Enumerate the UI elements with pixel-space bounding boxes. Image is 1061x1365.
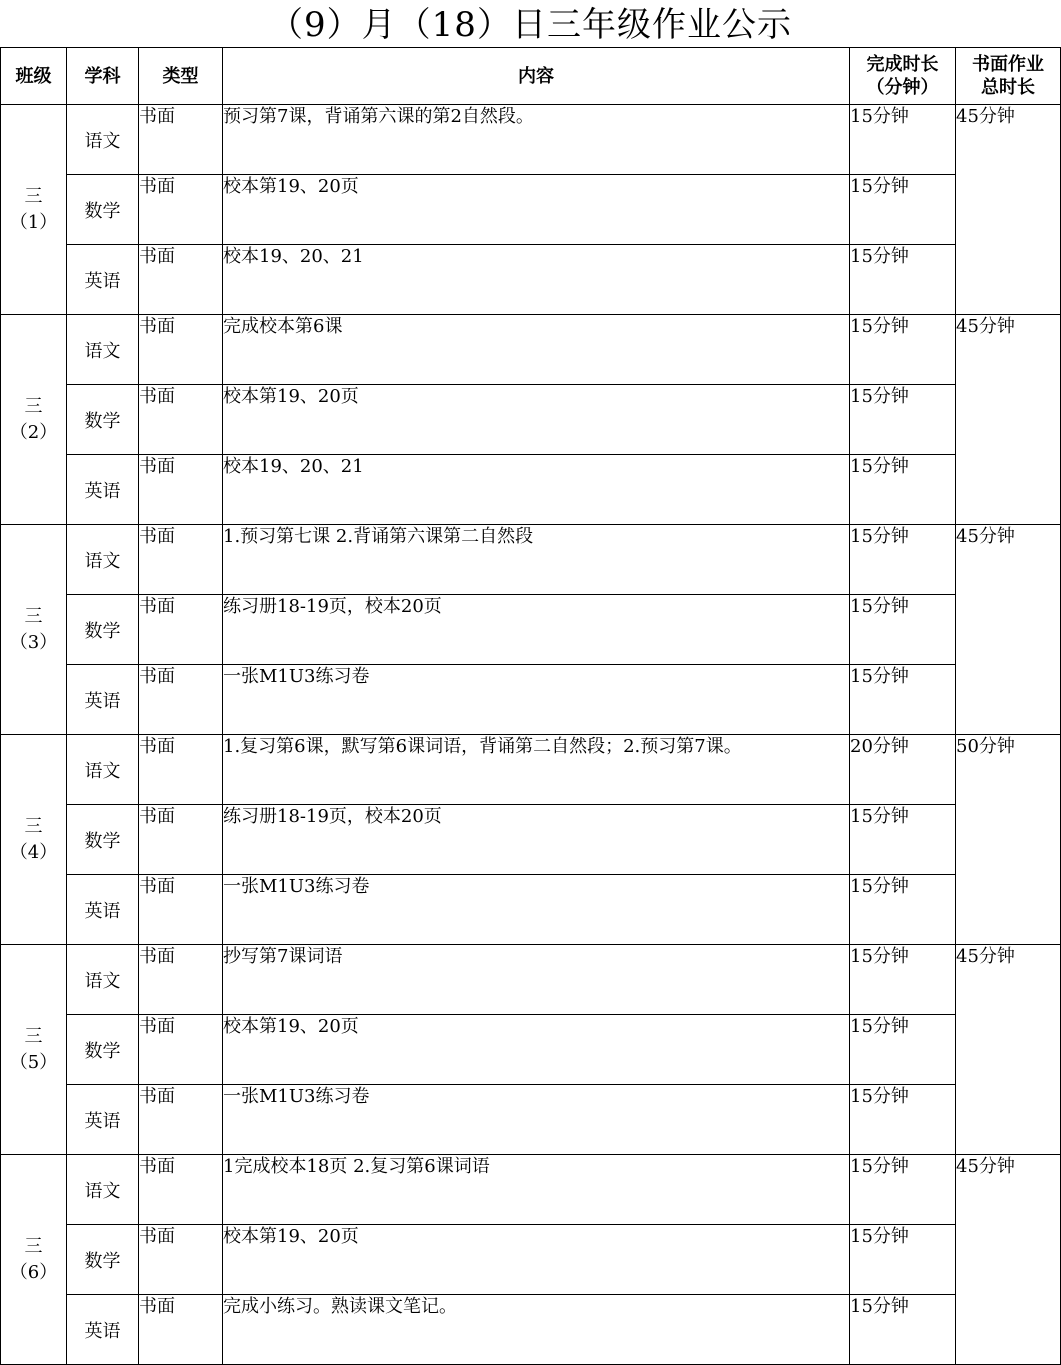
- duration-cell: 15分钟: [850, 1015, 956, 1085]
- table-row: [1, 875, 1061, 945]
- duration-cell: 15分钟: [850, 595, 956, 665]
- content-cell: 校本第19、20页: [223, 385, 850, 455]
- subject-cell: 英语: [67, 875, 139, 945]
- content-cell: 1.复习第6课，默写第6课词语，背诵第二自然段；2.预习第7课。: [223, 735, 850, 805]
- class-grade: 三: [24, 395, 43, 417]
- type-cell: 书面: [139, 315, 223, 385]
- duration-cell: 15分钟: [850, 175, 956, 245]
- subject-cell: 数学: [67, 1015, 139, 1085]
- type-cell: 书面: [139, 1295, 223, 1365]
- duration-cell: 15分钟: [850, 945, 956, 1015]
- subject-cell: 语文: [67, 945, 139, 1015]
- content-cell: 校本第19、20页: [223, 175, 850, 245]
- content-cell: 1.预习第七课 2.背诵第六课第二自然段: [223, 525, 850, 595]
- type-cell: 书面: [139, 1015, 223, 1085]
- subject-cell: 语文: [67, 525, 139, 595]
- content-cell: 一张M1U3练习卷: [223, 875, 850, 945]
- content-cell: 1完成校本18页 2.复习第6课词语: [223, 1155, 850, 1225]
- total-cell: 45分钟: [956, 1155, 1061, 1365]
- total-cell: 50分钟: [956, 735, 1061, 945]
- content-cell: 一张M1U3练习卷: [223, 1085, 850, 1155]
- class-number: （6）: [9, 1261, 58, 1283]
- table-row: [1, 175, 1061, 245]
- table-row: [1, 525, 1061, 595]
- content-cell: 一张M1U3练习卷: [223, 665, 850, 735]
- type-cell: 书面: [139, 1085, 223, 1155]
- duration-cell: 15分钟: [850, 1155, 956, 1225]
- table-row: [1, 315, 1061, 385]
- class-cell: [1, 945, 67, 1155]
- subject-cell: 数学: [67, 385, 139, 455]
- subject-cell: 英语: [67, 455, 139, 525]
- table-row: [1, 105, 1061, 175]
- type-cell: 书面: [139, 1225, 223, 1295]
- total-cell: 45分钟: [956, 315, 1061, 525]
- duration-cell: 15分钟: [850, 455, 956, 525]
- table-row: [1, 1085, 1061, 1155]
- type-cell: 书面: [139, 525, 223, 595]
- header-total: [956, 48, 1061, 105]
- type-cell: 书面: [139, 385, 223, 455]
- class-grade: 三: [24, 185, 43, 207]
- subject-cell: 数学: [67, 175, 139, 245]
- duration-cell: 15分钟: [850, 1225, 956, 1295]
- content-cell: 完成校本第6课: [223, 315, 850, 385]
- content-cell: 练习册18-19页，校本20页: [223, 595, 850, 665]
- type-cell: 书面: [139, 105, 223, 175]
- total-cell: 45分钟: [956, 945, 1061, 1155]
- class-number: （3）: [9, 631, 58, 653]
- header-subject: 学科: [67, 48, 139, 105]
- header-type: 类型: [139, 48, 223, 105]
- type-cell: 书面: [139, 245, 223, 315]
- class-cell: [1, 1155, 67, 1365]
- subject-cell: 语文: [67, 1155, 139, 1225]
- header-total-line2: 总时长: [981, 77, 1035, 98]
- header-duration: [850, 48, 956, 105]
- class-grade: 三: [24, 1025, 43, 1047]
- content-cell: 练习册18-19页，校本20页: [223, 805, 850, 875]
- subject-cell: 英语: [67, 245, 139, 315]
- table-row: [1, 385, 1061, 455]
- class-cell: [1, 315, 67, 525]
- class-grade: 三: [24, 605, 43, 627]
- type-cell: 书面: [139, 1155, 223, 1225]
- content-cell: 完成小练习。熟读课文笔记。: [223, 1295, 850, 1365]
- table-row: [1, 945, 1061, 1015]
- duration-cell: 15分钟: [850, 245, 956, 315]
- class-grade: 三: [24, 1235, 43, 1257]
- header-class: 班级: [1, 48, 67, 105]
- content-cell: 校本19、20、21: [223, 455, 850, 525]
- table-row: [1, 735, 1061, 805]
- table-row: [1, 595, 1061, 665]
- table-row: [1, 665, 1061, 735]
- duration-cell: 15分钟: [850, 875, 956, 945]
- table-row: [1, 1155, 1061, 1225]
- table-row: [1, 455, 1061, 525]
- header-duration-line2: （分钟）: [866, 77, 939, 98]
- subject-cell: 语文: [67, 105, 139, 175]
- table-row: [1, 245, 1061, 315]
- duration-cell: 15分钟: [850, 315, 956, 385]
- class-grade: 三: [24, 815, 43, 837]
- table-row: [1, 805, 1061, 875]
- total-cell: 45分钟: [956, 105, 1061, 315]
- duration-cell: 15分钟: [850, 105, 956, 175]
- table-body: [1, 105, 1061, 1365]
- header-content: 内容: [223, 48, 850, 105]
- duration-cell: 15分钟: [850, 665, 956, 735]
- page-title: （9）月（18）日三年级作业公示: [269, 5, 792, 45]
- table-row: [1, 1295, 1061, 1365]
- duration-cell: 15分钟: [850, 805, 956, 875]
- subject-cell: 数学: [67, 805, 139, 875]
- class-cell: [1, 525, 67, 735]
- class-number: （4）: [9, 841, 58, 863]
- header-row: [1, 48, 1061, 105]
- subject-cell: 英语: [67, 1085, 139, 1155]
- duration-cell: 15分钟: [850, 1295, 956, 1365]
- type-cell: 书面: [139, 805, 223, 875]
- content-cell: 校本第19、20页: [223, 1225, 850, 1295]
- class-number: （2）: [9, 421, 58, 443]
- header-total-line1: 书面作业: [972, 54, 1044, 75]
- subject-cell: 英语: [67, 1295, 139, 1365]
- class-number: （1）: [9, 211, 58, 233]
- type-cell: 书面: [139, 595, 223, 665]
- type-cell: 书面: [139, 665, 223, 735]
- content-cell: 预习第7课，背诵第六课的第2自然段。: [223, 105, 850, 175]
- table-row: [1, 1015, 1061, 1085]
- table-row: [1, 1225, 1061, 1295]
- duration-cell: 15分钟: [850, 525, 956, 595]
- content-cell: 抄写第7课词语: [223, 945, 850, 1015]
- subject-cell: 语文: [67, 735, 139, 805]
- header-duration-line1: 完成时长: [866, 54, 939, 75]
- type-cell: 书面: [139, 875, 223, 945]
- type-cell: 书面: [139, 945, 223, 1015]
- total-cell: 45分钟: [956, 525, 1061, 735]
- duration-cell: 15分钟: [850, 385, 956, 455]
- duration-cell: 15分钟: [850, 1085, 956, 1155]
- duration-cell: 20分钟: [850, 735, 956, 805]
- type-cell: 书面: [139, 175, 223, 245]
- class-cell: [1, 105, 67, 315]
- subject-cell: 英语: [67, 665, 139, 735]
- class-cell: [1, 735, 67, 945]
- homework-table: [0, 47, 1061, 1365]
- subject-cell: 数学: [67, 595, 139, 665]
- type-cell: 书面: [139, 735, 223, 805]
- content-cell: 校本19、20、21: [223, 245, 850, 315]
- class-number: （5）: [9, 1051, 58, 1073]
- subject-cell: 语文: [67, 315, 139, 385]
- content-cell: 校本第19、20页: [223, 1015, 850, 1085]
- subject-cell: 数学: [67, 1225, 139, 1295]
- type-cell: 书面: [139, 455, 223, 525]
